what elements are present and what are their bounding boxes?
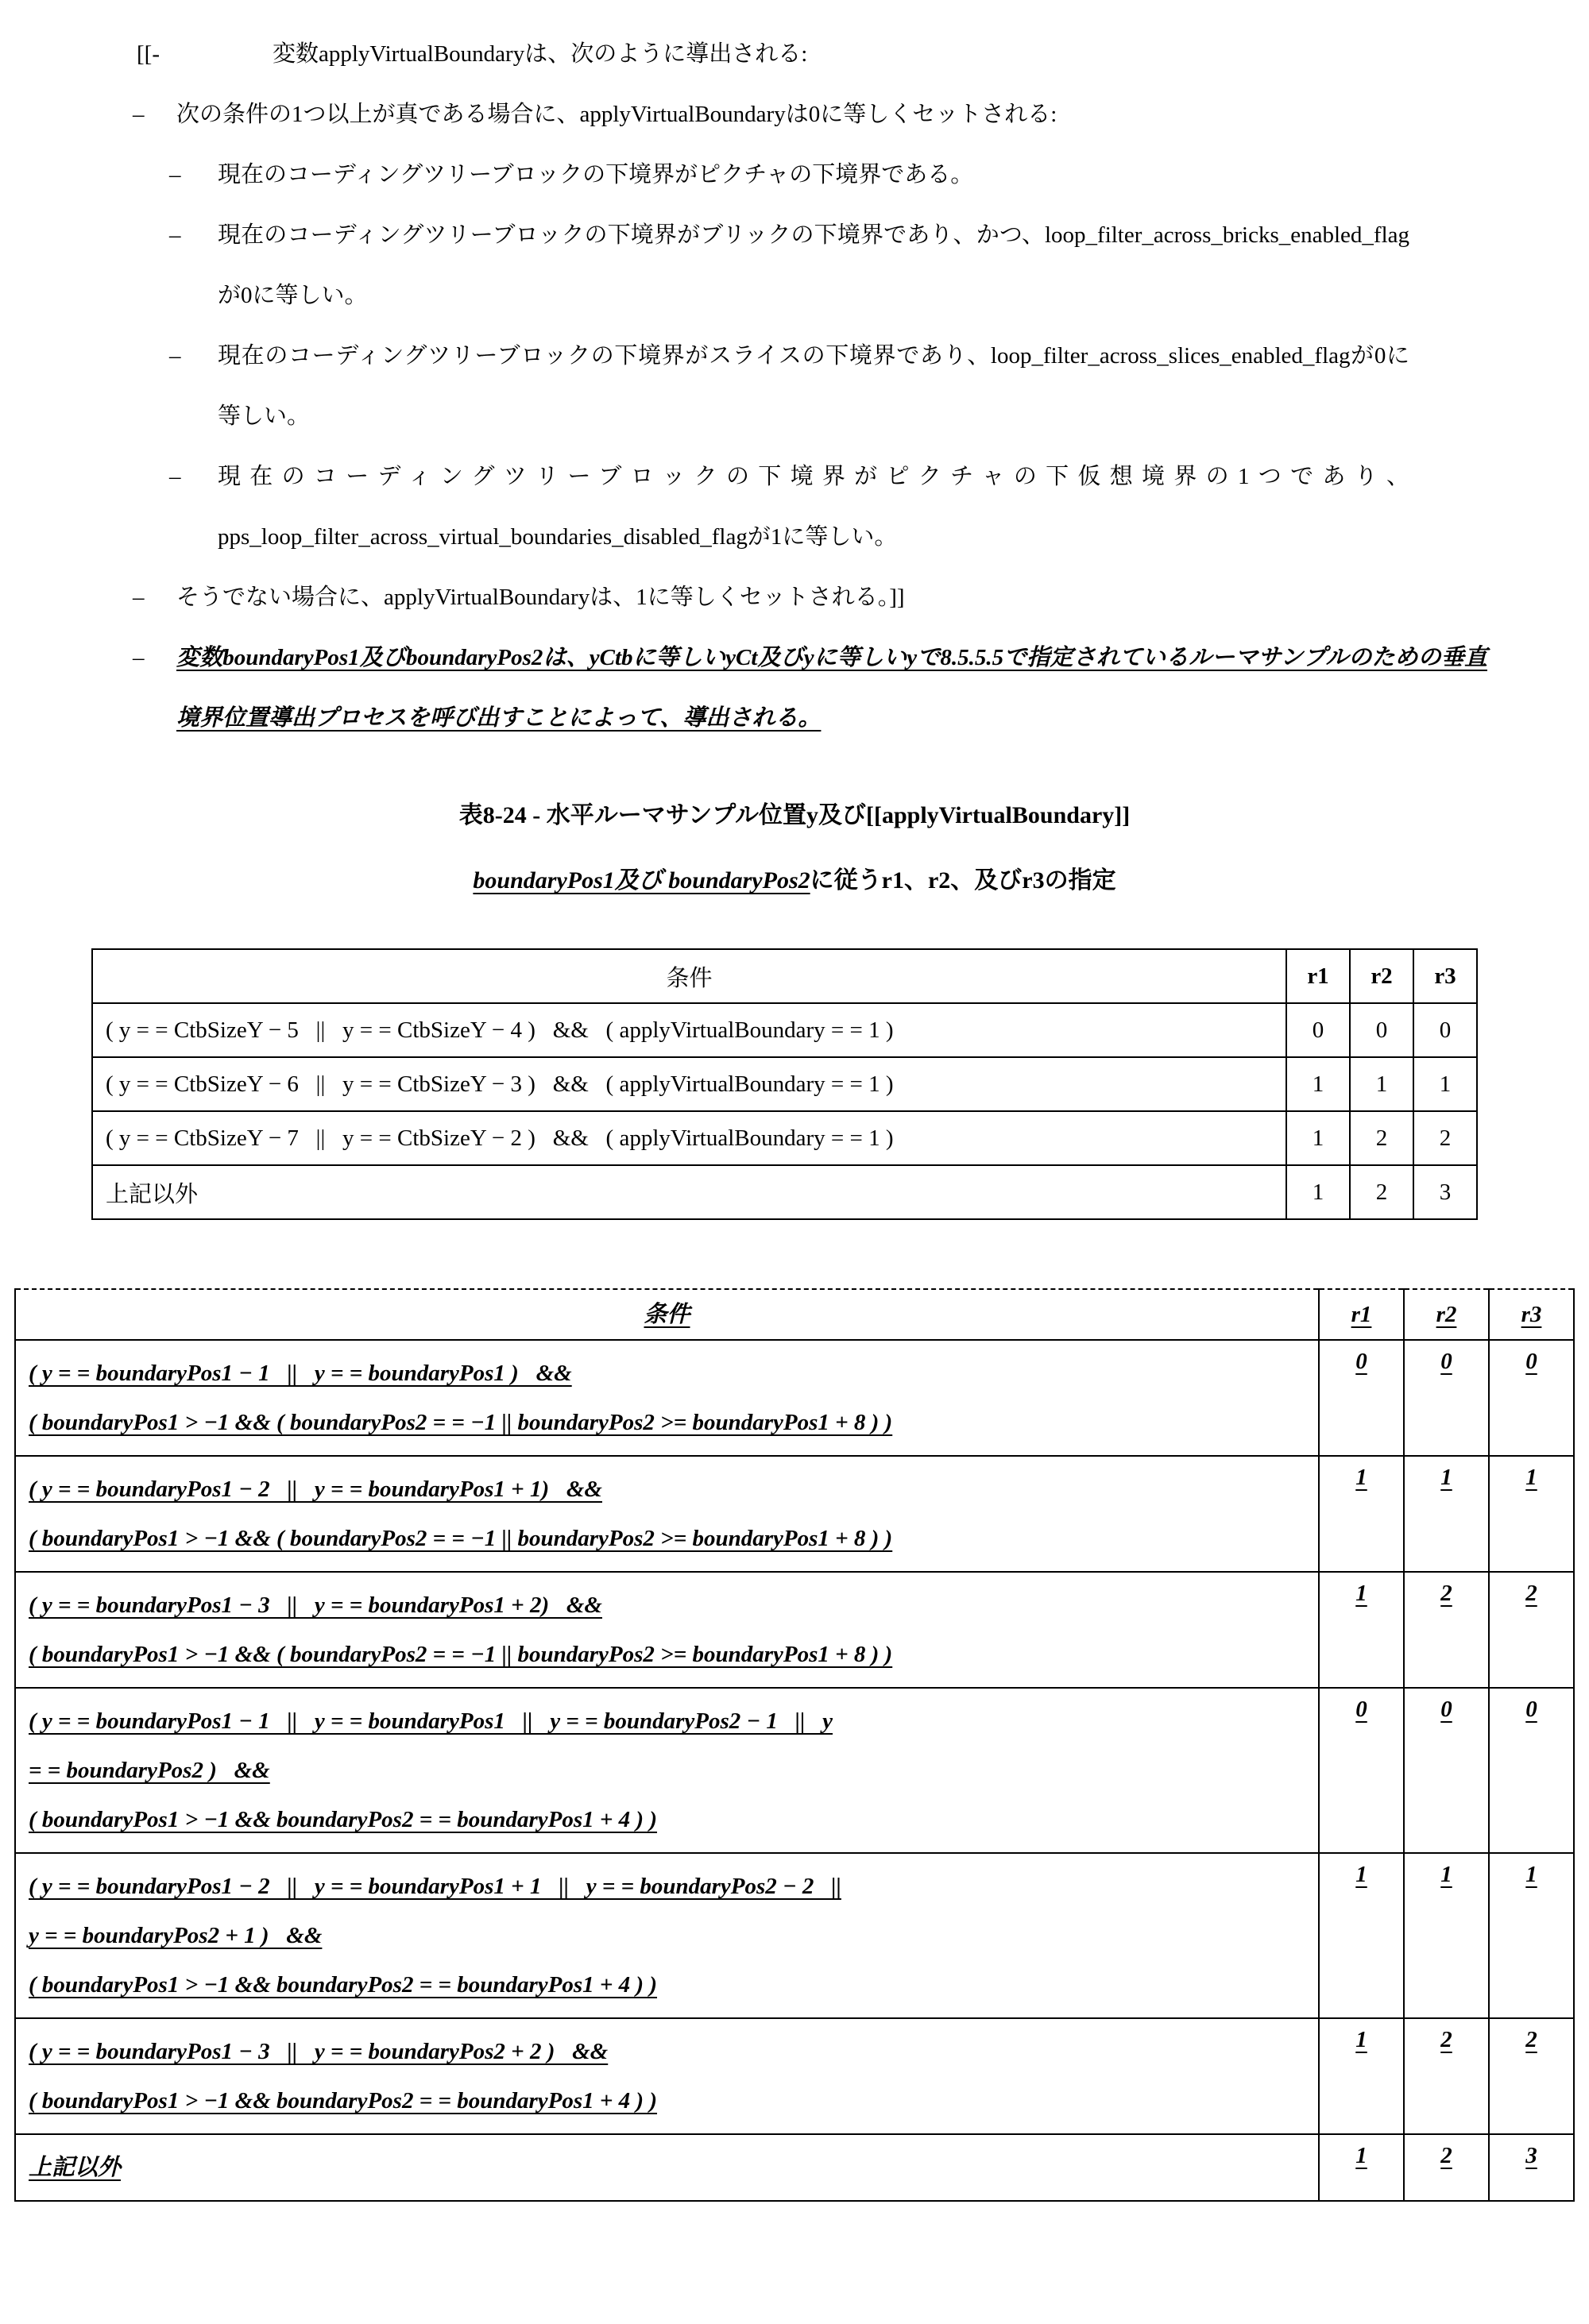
r2-cell: 2: [1350, 1111, 1413, 1165]
r3-cell: 0: [1489, 1340, 1574, 1456]
condition-cell: [15, 1340, 1319, 1456]
condition-header-cell: [15, 1289, 1319, 1340]
condition-cell: ( y = = CtbSizeY − 7 || y = = CtbSizeY − 2 ) && ( applyVirtualBoundary = = 1 ): [92, 1111, 1286, 1165]
condition-line: 上記以外: [29, 2155, 122, 2180]
r1-cell: 1: [1286, 1165, 1350, 1219]
r3-cell: 2: [1413, 1111, 1477, 1165]
condition-line: = = boundaryPos2 ) &&: [29, 1758, 270, 1783]
r2-cell: 0: [1404, 1688, 1489, 1853]
condition-cell: ( y = = CtbSizeY − 6 || y = = CtbSizeY − 3 ) && ( applyVirtualBoundary = = 1 ): [92, 1057, 1286, 1111]
table-row: [15, 1572, 1574, 1688]
r3-cell: 1: [1413, 1057, 1477, 1111]
edit-open-marker: [[-: [137, 41, 160, 67]
condition-line: ( boundaryPos1 > −1 && ( boundaryPos2 = = −1 || boundaryPos2 >= boundaryPos1 + 8 ) ): [29, 1410, 893, 1435]
r3-cell: 2: [1489, 1572, 1574, 1688]
table-row: [15, 2134, 1574, 2201]
condition-header-text: 条件: [644, 1302, 690, 1327]
intro-paragraph: [0, 24, 1589, 84]
list-item-text: 現在のコーディングツリーブロックの下境界がピクチャの下仮想境界の1つであり、pps_loop_filter_across_virtual_boundaries_disabled_flagが1に等しい。: [218, 464, 1409, 550]
list-item: [0, 446, 1589, 567]
caption-line-2: [0, 848, 1589, 913]
table-row: [15, 1340, 1574, 1456]
condition-cell: [15, 2134, 1319, 2201]
r3-header-cell: r3: [1489, 1289, 1574, 1340]
list-item-text: そうでない場合に、applyVirtualBoundaryは、1に等しくセットされる。]]: [176, 585, 905, 610]
list-item: [0, 567, 1589, 627]
r3-cell: 1: [1489, 1853, 1574, 2018]
caption-line-2-emphasis: boundaryPos1及び boundaryPos2: [473, 867, 810, 894]
r1-cell: 1: [1286, 1057, 1350, 1111]
list-item: [0, 84, 1589, 145]
table-r1r2r3-proposed: [14, 1288, 1575, 2202]
condition-line: ( y = = boundaryPos1 − 3 || y = = boundaryPos2 + 2 ) &&: [29, 2039, 609, 2064]
r1-header-cell: r1: [1319, 1289, 1404, 1340]
condition-line: ( y = = boundaryPos1 − 3 || y = = boundaryPos1 + 2) &&: [29, 1592, 602, 1618]
list-item: [0, 145, 1589, 205]
dash-marker: –: [169, 162, 181, 187]
r1-cell: 0: [1319, 1688, 1404, 1853]
list-item: [0, 326, 1589, 446]
list-item-text: 次の条件の1つ以上が真である場合に、applyVirtualBoundaryは0に等しくセットされる:: [176, 102, 1057, 127]
table-row: [15, 1456, 1574, 1572]
condition-line: ( boundaryPos1 > −1 && boundaryPos2 = = boundaryPos1 + 4 ) ): [29, 2088, 658, 2114]
r1-cell: 1: [1286, 1111, 1350, 1165]
table-row: [92, 1165, 1477, 1219]
table-header-row: [15, 1289, 1574, 1340]
condition-cell: [15, 1688, 1319, 1853]
caption-line-1: 表8-24 - 水平ルーマサンプル位置y及び[[applyVirtualBoundary]]: [458, 802, 1131, 828]
condition-cell: [15, 1853, 1319, 2018]
condition-line: ( boundaryPos1 > −1 && boundaryPos2 = = boundaryPos1 + 4 ) ): [29, 1972, 658, 1998]
condition-line: ( boundaryPos1 > −1 && boundaryPos2 = = boundaryPos1 + 4 ) ): [29, 1807, 658, 1832]
table-row: [92, 1003, 1477, 1057]
r1-cell: 0: [1286, 1003, 1350, 1057]
r2-cell: 2: [1404, 2018, 1489, 2134]
r1-header-cell: r1: [1286, 949, 1350, 1003]
dash-marker: –: [133, 102, 145, 127]
r3-cell: 3: [1489, 2134, 1574, 2201]
dash-marker: –: [169, 222, 181, 248]
condition-line: ( boundaryPos1 > −1 && ( boundaryPos2 = = −1 || boundaryPos2 >= boundaryPos1 + 8 ) ): [29, 1642, 893, 1667]
condition-line: ( y = = boundaryPos1 − 1 || y = = boundaryPos1 || y = = boundaryPos2 − 1 || y: [29, 1708, 833, 1734]
r3-cell: 2: [1489, 2018, 1574, 2134]
condition-cell: ( y = = CtbSizeY − 5 || y = = CtbSizeY − 4 ) && ( applyVirtualBoundary = = 1 ): [92, 1003, 1286, 1057]
condition-cell: [15, 1456, 1319, 1572]
r1-cell: 1: [1319, 1572, 1404, 1688]
r2-cell: 0: [1404, 1340, 1489, 1456]
r3-cell: 0: [1489, 1688, 1574, 1853]
dash-marker: –: [169, 343, 181, 369]
dash-marker: –: [169, 464, 181, 489]
intro-text: 変数applyVirtualBoundaryは、次のように導出される:: [273, 41, 808, 67]
r2-header-cell: r2: [1350, 949, 1413, 1003]
condition-cell: [15, 2018, 1319, 2134]
condition-line: ( boundaryPos1 > −1 && ( boundaryPos2 = = −1 || boundaryPos2 >= boundaryPos1 + 8 ) ): [29, 1526, 893, 1551]
condition-header-cell: 条件: [92, 949, 1286, 1003]
condition-line: y = = boundaryPos2 + 1 ) &&: [29, 1923, 323, 1948]
caption-line-2-rest: に従うr1、r2、及びr3の指定: [810, 867, 1116, 894]
condition-cell: [15, 1572, 1319, 1688]
list-item-text: 現在のコーディングツリーブロックの下境界がスライスの下境界であり、loop_filter_across_slices_enabled_flagが0に等しい。: [218, 343, 1409, 429]
table-header-row: [92, 949, 1477, 1003]
list-item-text: 変数boundaryPos1及びboundaryPos2は、yCtbに等しいyCt及びyに等しいyで8.5.5.5で指定されているルーマサンプルのための垂直境界位置導出プロセスを呼び出すことによって、導出される。: [176, 645, 1487, 731]
table-row: [92, 1057, 1477, 1111]
table-row: [15, 2018, 1574, 2134]
condition-line: ( y = = boundaryPos1 − 2 || y = = boundaryPos1 + 1) &&: [29, 1477, 602, 1502]
r2-cell: 2: [1404, 1572, 1489, 1688]
r1-cell: 1: [1319, 2018, 1404, 2134]
r2-cell: 2: [1404, 2134, 1489, 2201]
r1-cell: 1: [1319, 1853, 1404, 2018]
r1-cell: 1: [1319, 1456, 1404, 1572]
r2-cell: 0: [1350, 1003, 1413, 1057]
r2-cell: 2: [1350, 1165, 1413, 1219]
r1-cell: 0: [1319, 1340, 1404, 1456]
condition-line: ( y = = boundaryPos1 − 2 || y = = boundaryPos1 + 1 || y = = boundaryPos2 − 2 ||: [29, 1874, 841, 1899]
r3-cell: 1: [1489, 1456, 1574, 1572]
r1-cell: 1: [1319, 2134, 1404, 2201]
dash-marker: –: [133, 585, 145, 610]
list-item: [0, 205, 1589, 326]
r2-header-cell: r2: [1404, 1289, 1489, 1340]
list-item-text: 現在のコーディングツリーブロックの下境界がブリックの下境界であり、かつ、loop_filter_across_bricks_enabled_flagが0に等しい。: [218, 222, 1409, 308]
r2-cell: 1: [1404, 1456, 1489, 1572]
table-row: [15, 1853, 1574, 2018]
table-row: [92, 1111, 1477, 1165]
r3-header-cell: r3: [1413, 949, 1477, 1003]
r3-cell: 0: [1413, 1003, 1477, 1057]
condition-line: ( y = = boundaryPos1 − 1 || y = = boundaryPos1 ) &&: [29, 1361, 572, 1386]
table-row: [15, 1688, 1574, 1853]
condition-cell: 上記以外: [92, 1165, 1286, 1219]
table-r1r2r3-current: [91, 948, 1478, 1220]
r2-cell: 1: [1404, 1853, 1489, 2018]
r3-cell: 3: [1413, 1165, 1477, 1219]
list-item-text: 現在のコーディングツリーブロックの下境界がピクチャの下境界である。: [218, 162, 974, 187]
dash-marker: –: [133, 645, 145, 670]
list-item-emphasized: [0, 627, 1589, 748]
table-caption: [0, 783, 1589, 913]
r2-cell: 1: [1350, 1057, 1413, 1111]
